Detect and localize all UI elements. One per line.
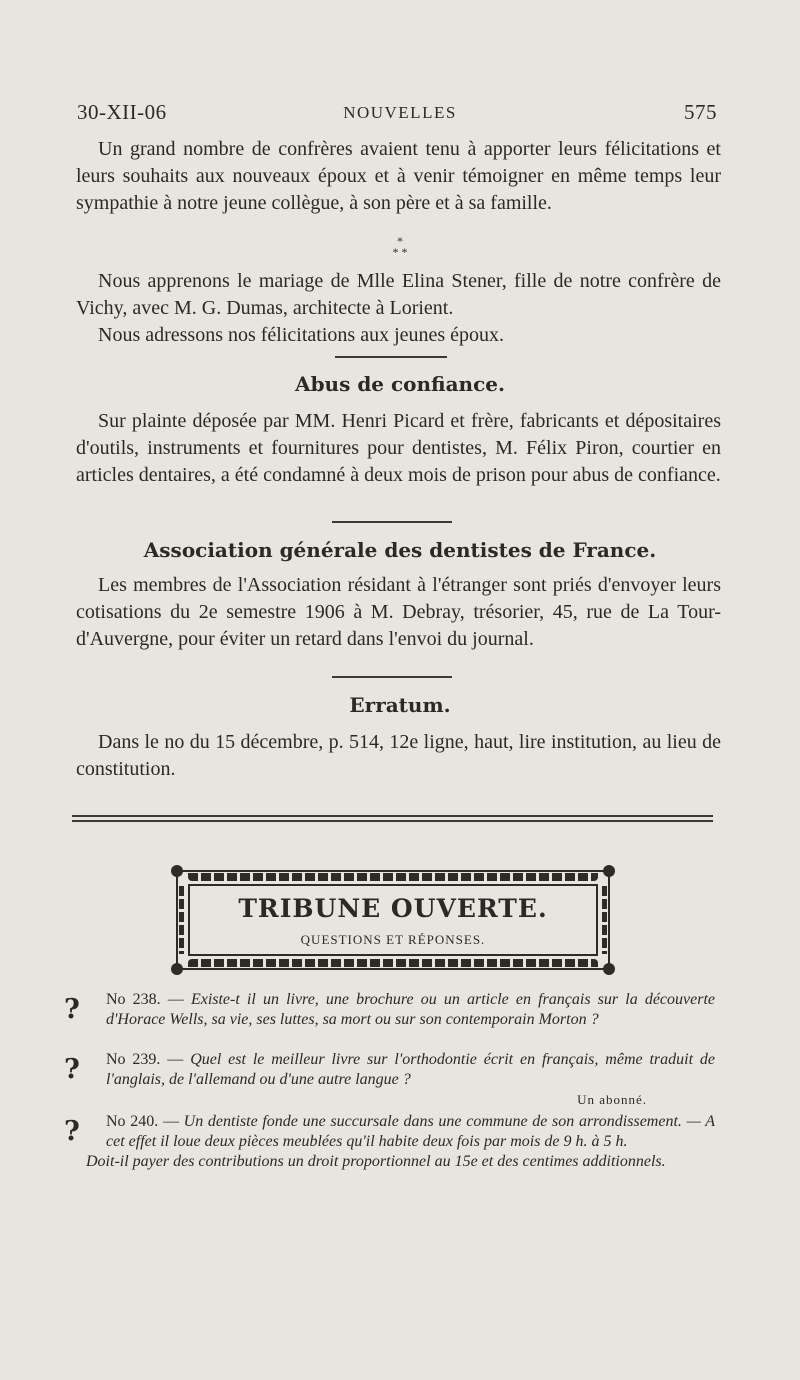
paragraph-association bbox=[76, 572, 721, 653]
double-rule bbox=[72, 815, 713, 822]
page-number: 575 bbox=[684, 100, 717, 124]
question-238 bbox=[64, 990, 715, 1030]
tribune-subtitle: QUESTIONS ET RÉPONSES. bbox=[300, 932, 486, 947]
mariage-felicitations: Nous adressons nos félicitations aux jeunes époux. bbox=[98, 324, 505, 346]
section-rule bbox=[332, 521, 452, 523]
header-section: NOUVELLES bbox=[343, 103, 457, 122]
question-body bbox=[70, 1050, 715, 1090]
question-mark-icon: ? bbox=[64, 1116, 80, 1147]
star-separator bbox=[0, 236, 800, 258]
question-followup: Doit-il payer des contributions un droit proportionnel au 15e et des centimes additionnels. bbox=[86, 1153, 666, 1170]
question-mark-icon: ? bbox=[64, 994, 80, 1025]
paragraph-mariage bbox=[76, 268, 721, 349]
paragraph-abus bbox=[76, 408, 721, 489]
question-text: Un dentiste fonde une succursale dans une commune de son arrondissement. — A cet effet il loue deux pièces meublées qu'il habite deux fois par mois de 9 h. à 5 h. bbox=[106, 1113, 716, 1150]
erratum-text: Dans le no du 15 décembre, p. 514, 12e ligne, haut, lire institution, au lieu de constitution. bbox=[76, 731, 721, 780]
heading-erratum: Erratum. bbox=[349, 693, 451, 717]
question-signature: Un abonné. bbox=[577, 1092, 647, 1107]
question-number: No 240. — bbox=[106, 1113, 179, 1130]
heading-association: Association générale des dentistes de France. bbox=[143, 538, 657, 562]
section-rule bbox=[332, 676, 452, 678]
mariage-text: Nous apprenons le mariage de Mlle Elina Stener, fille de notre confrère de Vichy, avec M. G. Dumas, architecte à Lorient. bbox=[76, 270, 721, 319]
corner-dot-icon bbox=[171, 865, 183, 877]
header-date: 30-XII-06 bbox=[77, 100, 167, 124]
question-number: No 239. — bbox=[106, 1051, 184, 1068]
question-text: Existe-t il un livre, une brochure ou un article en français sur la découverte d'Horace Wells, sa vie, ses luttes, sa mort ou sur son contemporain Morton ? bbox=[106, 991, 715, 1028]
paragraph-congratulations bbox=[76, 136, 721, 217]
association-text: Les membres de l'Association résidant à l'étranger sont priés d'envoyer leurs cotisations du 2e semestre 1906 à M. Debray, trésorier, 45, rue de La Tour-d'Auvergne, pour éviter un retard dans l'envoi du journal. bbox=[76, 574, 721, 650]
paragraph-text: Un grand nombre de confrères avaient tenu à apporter leurs félicitations et leurs souhaits aux nouveaux époux et à venir témoigner en même temps leur sympathie à notre jeune collègue, à son père et à sa famille. bbox=[76, 138, 721, 214]
tribune-frame bbox=[176, 870, 610, 970]
frame-ornament-bottom bbox=[188, 959, 598, 967]
question-body bbox=[70, 1112, 715, 1152]
star-bottom: * * bbox=[392, 245, 408, 259]
corner-dot-icon bbox=[171, 963, 183, 975]
corner-dot-icon bbox=[603, 865, 615, 877]
question-239 bbox=[64, 1050, 716, 1110]
section-rule bbox=[335, 356, 447, 358]
paragraph-erratum bbox=[76, 729, 721, 783]
question-text: Quel est le meilleur livre sur l'orthodontie écrit en français, même traduit de l'anglais, de l'allemand ou d'une autre langue ? bbox=[106, 1051, 716, 1088]
abus-text: Sur plainte déposée par MM. Henri Picard et frère, fabricants et dépositaires d'outils, instruments et fournitures pour dentistes, M. Félix Piron, courtier en articles dentaires, a été condamné à deux mois de prison pour abus de confiance. bbox=[76, 410, 721, 486]
heading-abus: Abus de confiance. bbox=[295, 372, 505, 396]
question-240 bbox=[64, 1112, 716, 1172]
corner-dot-icon bbox=[603, 963, 615, 975]
star-top: * bbox=[397, 234, 403, 248]
question-body bbox=[70, 990, 715, 1030]
question-mark-icon: ? bbox=[64, 1054, 80, 1085]
frame-ornament-top bbox=[188, 873, 598, 881]
question-number: No 238. — bbox=[106, 991, 184, 1008]
tribune-title: TRIBUNE OUVERTE. bbox=[238, 894, 548, 923]
